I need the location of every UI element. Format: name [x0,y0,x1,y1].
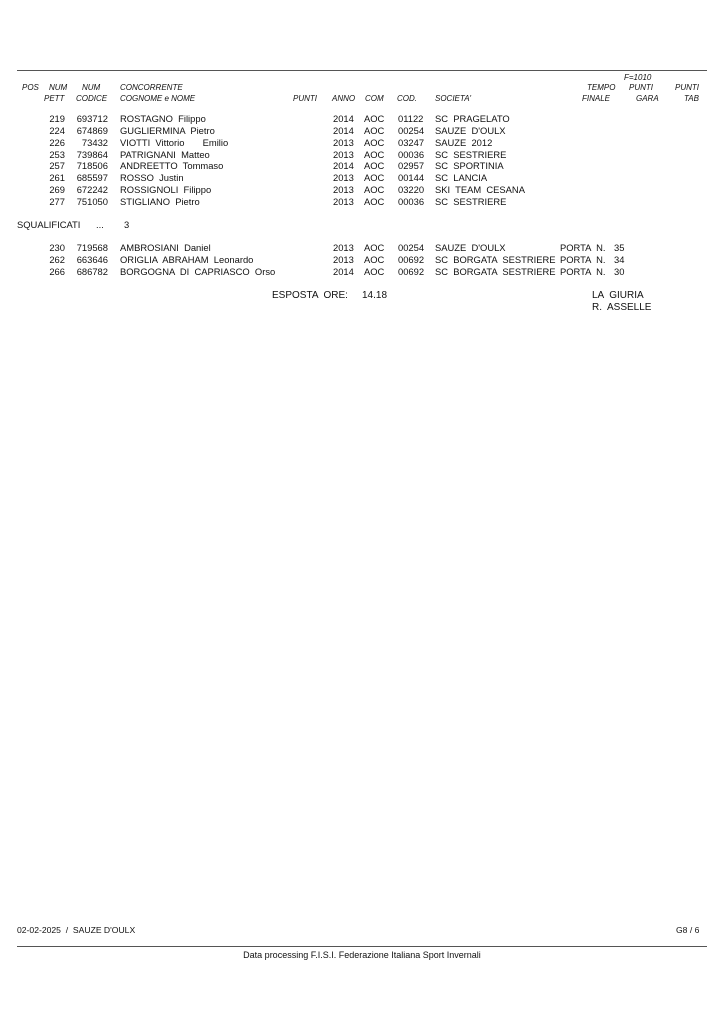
dq-row-societa: SC BORGATA SESTRIERE [435,254,556,265]
table-row-anno: 2014 [333,113,354,124]
table-row-nome: ANDREETTO Tommaso [120,160,224,171]
col-header-codice: CODICE [76,94,108,103]
table-row-nome: ROSTAGNO Filippo [120,113,206,124]
table-row-codice: 739864 [76,149,108,160]
table-row-cod: 03220 [398,184,425,195]
table-row-societa: SAUZE 2012 [435,137,493,148]
dq-row-cod: 00692 [398,254,425,265]
dq-row-societa: SC BORGATA SESTRIERE [435,266,556,277]
esposta-ore-time: 14.18 [362,290,388,301]
table-row-societa: SC SPORTINIA [435,160,504,171]
dq-row-com: AOC [364,242,385,253]
table-row-pett: 224 [49,125,65,136]
col-header-concorrente: CONCORRENTE [120,83,183,92]
col-header-punti-gara: PUNTI [629,83,653,92]
table-row-codice: 672242 [76,184,108,195]
dq-row-anno: 2014 [333,266,354,277]
table-row-cod: 03247 [398,137,425,148]
table-row-pett: 253 [49,149,65,160]
table-row-anno: 2014 [333,160,354,171]
table-row-societa: SC SESTRIERE [435,149,507,160]
table-row-anno: 2013 [333,172,354,183]
f-value-label: F=1010 [624,73,652,82]
table-row-codice: 73432 [81,137,108,148]
table-row-nome: PATRIGNANI Matteo [120,149,210,160]
footer-page-number: G8 / 6 [676,925,700,935]
table-row-cod: 00036 [398,196,425,207]
table-row-com: AOC [364,172,385,183]
col-header-anno: ANNO [332,94,356,103]
dq-row-codice: 719568 [76,242,108,253]
table-row-nome: ROSSIGNOLI Filippo [120,184,212,195]
giuria-title: LA GIURIA [592,290,644,301]
table-row-pett: 226 [49,137,65,148]
table-row-anno: 2013 [333,149,354,160]
dq-row-pett: 230 [49,242,65,253]
squalificati-label: SQUALIFICATI [17,219,81,230]
table-row-com: AOC [364,160,385,171]
col-header-num-codice: NUM [82,83,101,92]
table-row-nome: ROSSO Justin [120,172,184,183]
table-row-cod: 00036 [398,149,425,160]
footer-date-place: 02-02-2025 / SAUZE D'OULX [17,925,136,935]
table-row-codice: 674869 [76,125,108,136]
dq-row-com: AOC [364,266,385,277]
table-row-com: AOC [364,184,385,195]
col-header-tab: TAB [684,94,699,103]
dq-row-porta-num: 34 [614,254,625,265]
col-header-gara: GARA [636,94,659,103]
table-row-pett: 269 [49,184,65,195]
col-header-tempo: TEMPO [587,83,616,92]
col-header-num-pett: NUM [49,83,68,92]
col-header-finale: FINALE [582,94,611,103]
dq-row-porta: PORTA N. [560,254,606,265]
table-row-nome: VIOTTI Vittorio Emilio [120,137,229,148]
dq-row-codice: 686782 [76,266,108,277]
table-row-cod: 00254 [398,125,425,136]
table-row-codice: 718506 [76,160,108,171]
table-row-societa: SC SESTRIERE [435,196,507,207]
esposta-ore-label: ESPOSTA ORE: [272,290,348,301]
table-row-cod: 00144 [398,172,425,183]
table-row-pett: 261 [49,172,65,183]
dq-row-porta-num: 30 [614,266,625,277]
dq-row-pett: 262 [49,254,65,265]
table-row-anno: 2014 [333,125,354,136]
col-header-pett: PETT [44,94,65,103]
dq-row-anno: 2013 [333,242,354,253]
dq-row-codice: 663646 [76,254,108,265]
squalificati-dots: ... [96,219,104,230]
table-row-anno: 2013 [333,137,354,148]
col-header-punti-tab: PUNTI [675,83,699,92]
col-header-societa: SOCIETA' [435,94,472,103]
table-row-pett: 257 [49,160,65,171]
col-header-pos: POS [22,83,39,92]
col-header-cod: COD. [397,94,417,103]
col-header-punti: PUNTI [293,94,317,103]
table-row-cod: 02957 [398,160,425,171]
giuria-name: R. ASSELLE [592,302,652,313]
dq-row-nome: BORGOGNA DI CAPRIASCO Orso [120,266,276,277]
table-row-pett: 277 [49,196,65,207]
dq-row-nome: AMBROSIANI Daniel [120,242,211,253]
dq-row-cod: 00692 [398,266,425,277]
table-row-com: AOC [364,196,385,207]
table-row-nome: STIGLIANO Pietro [120,196,200,207]
dq-row-societa: SAUZE D'OULX [435,242,506,253]
table-row-anno: 2013 [333,196,354,207]
footer-credit: Data processing F.I.S.I. Federazione Italiana Sport Invernali [243,950,481,960]
table-row-societa: SKI TEAM CESANA [435,184,525,195]
table-row-societa: SC LANCIA [435,172,488,183]
dq-row-porta-num: 35 [614,242,625,253]
table-row-com: AOC [364,149,385,160]
table-row-com: AOC [364,113,385,124]
dq-row-porta: PORTA N. [560,242,606,253]
table-row-codice: 693712 [76,113,108,124]
table-row-nome: GUGLIERMINA Pietro [120,125,215,136]
table-row-com: AOC [364,125,385,136]
table-row-com: AOC [364,137,385,148]
dq-row-com: AOC [364,254,385,265]
dq-row-pett: 266 [49,266,65,277]
table-row-anno: 2013 [333,184,354,195]
col-header-cognome-nome: COGNOME e NOME [120,94,196,103]
dq-row-anno: 2013 [333,254,354,265]
dq-row-cod: 00254 [398,242,425,253]
squalificati-count: 3 [124,219,130,230]
footer-rule [17,946,707,947]
table-row-societa: SC PRAGELATO [435,113,510,124]
table-row-cod: 01122 [398,113,424,124]
table-row-codice: 751050 [76,196,108,207]
header-top-rule [17,70,707,71]
table-row-codice: 685597 [76,172,108,183]
dq-row-porta: PORTA N. [560,266,606,277]
col-header-com: COM [365,94,384,103]
table-row-societa: SAUZE D'OULX [435,125,506,136]
dq-row-nome: ORIGLIA ABRAHAM Leonardo [120,254,254,265]
table-row-pett: 219 [49,113,65,124]
